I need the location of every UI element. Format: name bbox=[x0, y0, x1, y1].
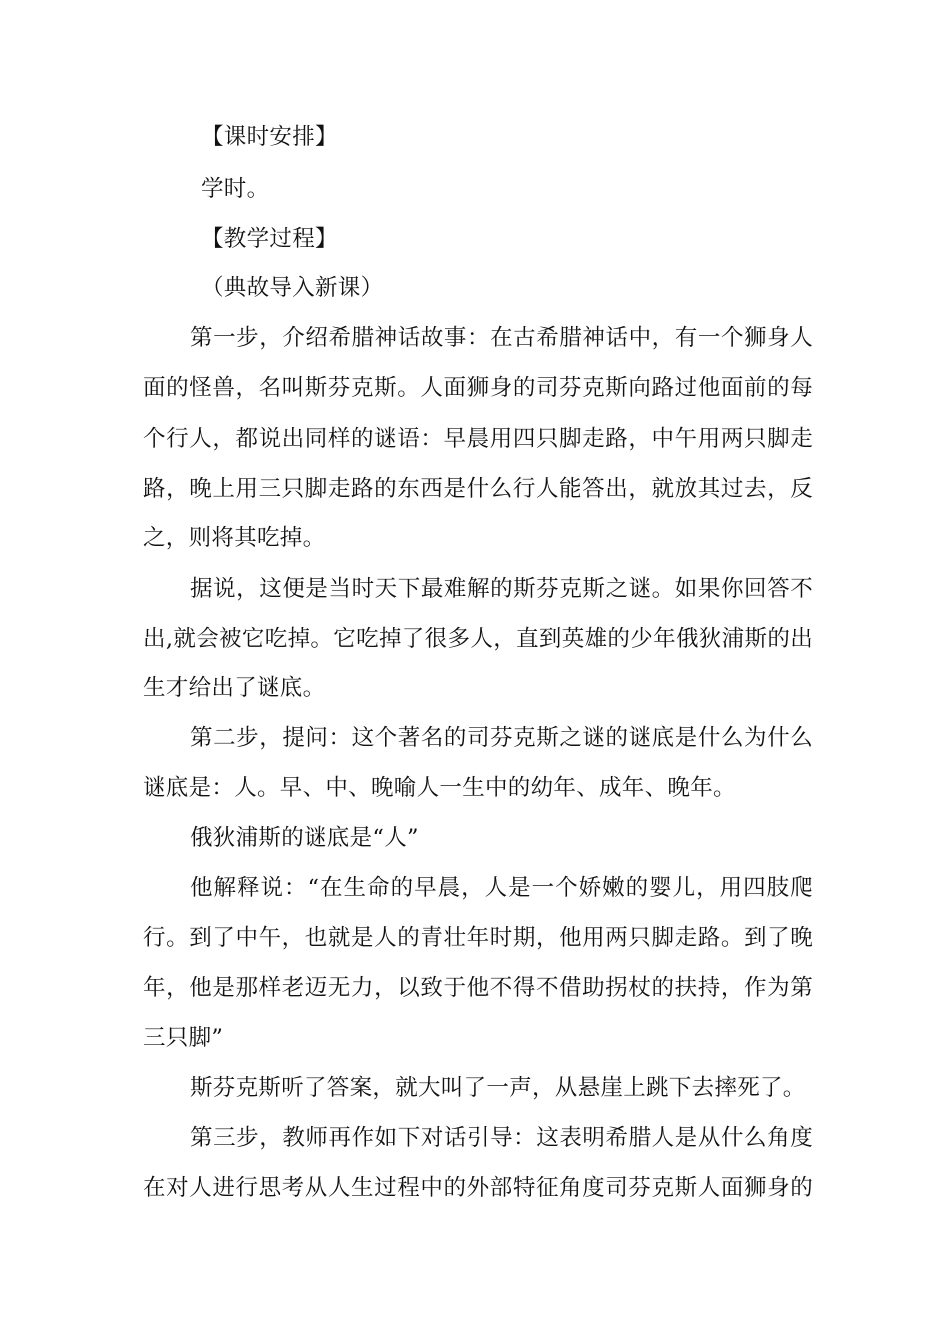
paragraph-line: 他解释说：“在生命的早晨，人是一个娇嫩的婴儿，用四肢爬 bbox=[190, 875, 813, 901]
paragraph-line: 谜底是：人。早、中、晚喻人一生中的幼年、成年、晚年。 bbox=[143, 775, 736, 801]
paragraph-line: 生才给出了谜底。 bbox=[143, 675, 326, 701]
section-heading-class-hours: 【课时安排】 bbox=[201, 124, 338, 150]
paragraph-line: 三只脚” bbox=[143, 1025, 224, 1051]
paragraph-line: 斯芬克斯听了答案，就大叫了一声，从悬崖上跳下去摔死了。 bbox=[190, 1075, 806, 1101]
paragraph-line: 第三步，教师再作如下对话引导：这表明希腊人是从什么角度 bbox=[190, 1125, 813, 1151]
paragraph-line: 之，则将其吃掉。 bbox=[143, 525, 326, 551]
paragraph-line: 个行人，都说出同样的谜语：早晨用四只脚走路，中午用两只脚走 bbox=[143, 426, 813, 452]
subheading-story-intro: （典故导入新课） bbox=[201, 275, 384, 301]
paragraph-line: 在对人进行思考从人生过程中的外部特征角度司芬克斯人面狮身的 bbox=[143, 1175, 813, 1201]
paragraph-line: 面的怪兽，名叫斯芬克斯。人面狮身的司芬克斯向路过他面前的每 bbox=[143, 375, 813, 401]
paragraph-line: 据说，这便是当时天下最难解的斯芬克斯之谜。如果你回答不 bbox=[190, 576, 813, 602]
paragraph-line: 路，晚上用三只脚走路的东西是什么行人能答出，就放其过去，反 bbox=[143, 476, 813, 502]
section-heading-teaching-process: 【教学过程】 bbox=[201, 226, 338, 252]
paragraph-line: 第二步，提问：这个著名的司芬克斯之谜的谜底是什么为什么 bbox=[190, 725, 813, 751]
paragraph-line: 第一步，介绍希腊神话故事：在古希腊神话中，有一个狮身人 bbox=[190, 325, 813, 351]
paragraph-line: 年，他是那样老迈无力，以致于他不得不借助拐杖的扶持，作为第 bbox=[143, 975, 813, 1001]
paragraph-line: 出,就会被它吃掉。它吃掉了很多人，直到英雄的少年俄狄浦斯的出 bbox=[143, 626, 813, 652]
paragraph-line: 俄狄浦斯的谜底是“人” bbox=[190, 825, 419, 851]
class-hours-text: 学时。 bbox=[201, 176, 270, 202]
paragraph-line: 行。到了中午，也就是人的青壮年时期，他用两只脚走路。到了晚 bbox=[143, 925, 813, 951]
